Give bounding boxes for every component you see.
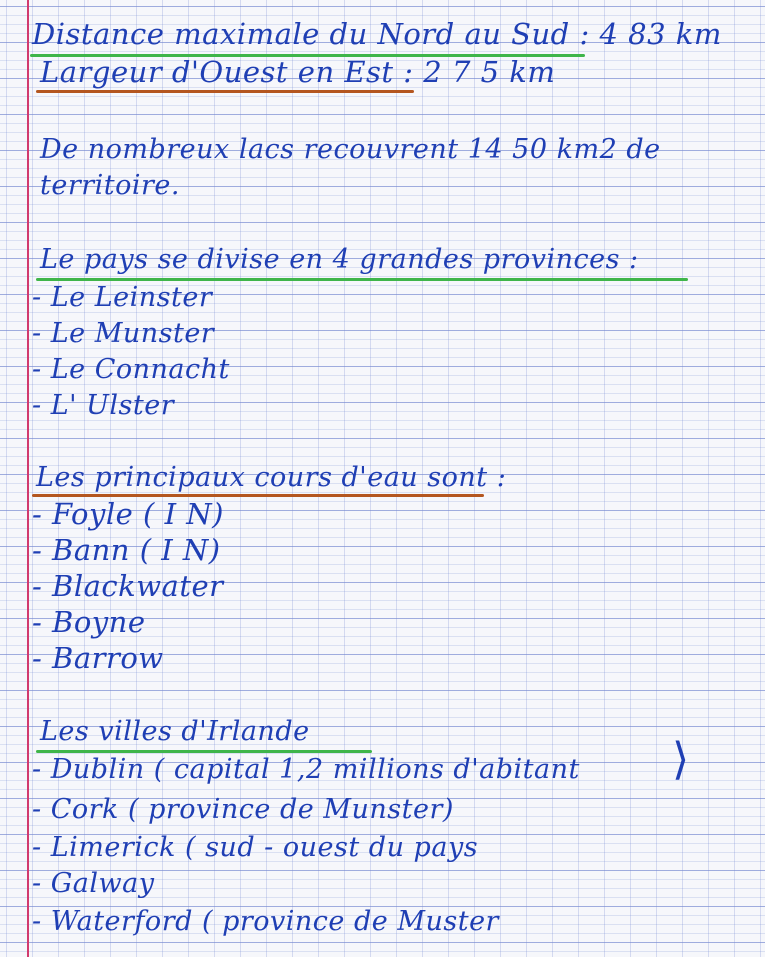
provinces-underline bbox=[36, 278, 688, 281]
provinces-title: Le pays se divise en 4 grandes provinces : bbox=[40, 244, 639, 275]
city-item: - Galway bbox=[32, 868, 155, 899]
villes-title: Les villes d'Irlande bbox=[40, 716, 310, 747]
villes-underline bbox=[36, 750, 372, 753]
cours-eau-title: Les principaux cours d'eau sont : bbox=[36, 462, 507, 493]
river-item: - Boyne bbox=[32, 605, 146, 639]
province-item: - L' Ulster bbox=[32, 390, 175, 421]
river-item: - Barrow bbox=[32, 641, 164, 675]
river-item: - Blackwater bbox=[32, 569, 224, 603]
province-item: - Le Leinster bbox=[32, 282, 213, 313]
river-item: - Foyle ( I N) bbox=[32, 497, 224, 531]
largeur-line: Largeur d'Ouest en Est : 2 7 5 km bbox=[40, 55, 556, 89]
lacs-line-1: De nombreux lacs recouvrent 14 50 km2 de bbox=[40, 134, 661, 165]
province-item: - Le Connacht bbox=[32, 354, 230, 385]
city-item: - Waterford ( province de Muster bbox=[32, 906, 499, 937]
province-item: - Le Munster bbox=[32, 318, 215, 349]
distance-line: Distance maximale du Nord au Sud : 4 83 km bbox=[32, 17, 722, 51]
largeur-underline bbox=[36, 90, 414, 93]
bracket-mark: ⟩ bbox=[672, 734, 690, 785]
lacs-line-2: territoire. bbox=[40, 170, 180, 201]
city-item: - Dublin ( capital 1,2 millions d'abitant bbox=[32, 754, 580, 785]
river-item: - Bann ( I N) bbox=[32, 533, 221, 567]
city-item: - Cork ( province de Munster) bbox=[32, 794, 454, 825]
city-item: - Limerick ( sud - ouest du pays bbox=[32, 832, 479, 863]
